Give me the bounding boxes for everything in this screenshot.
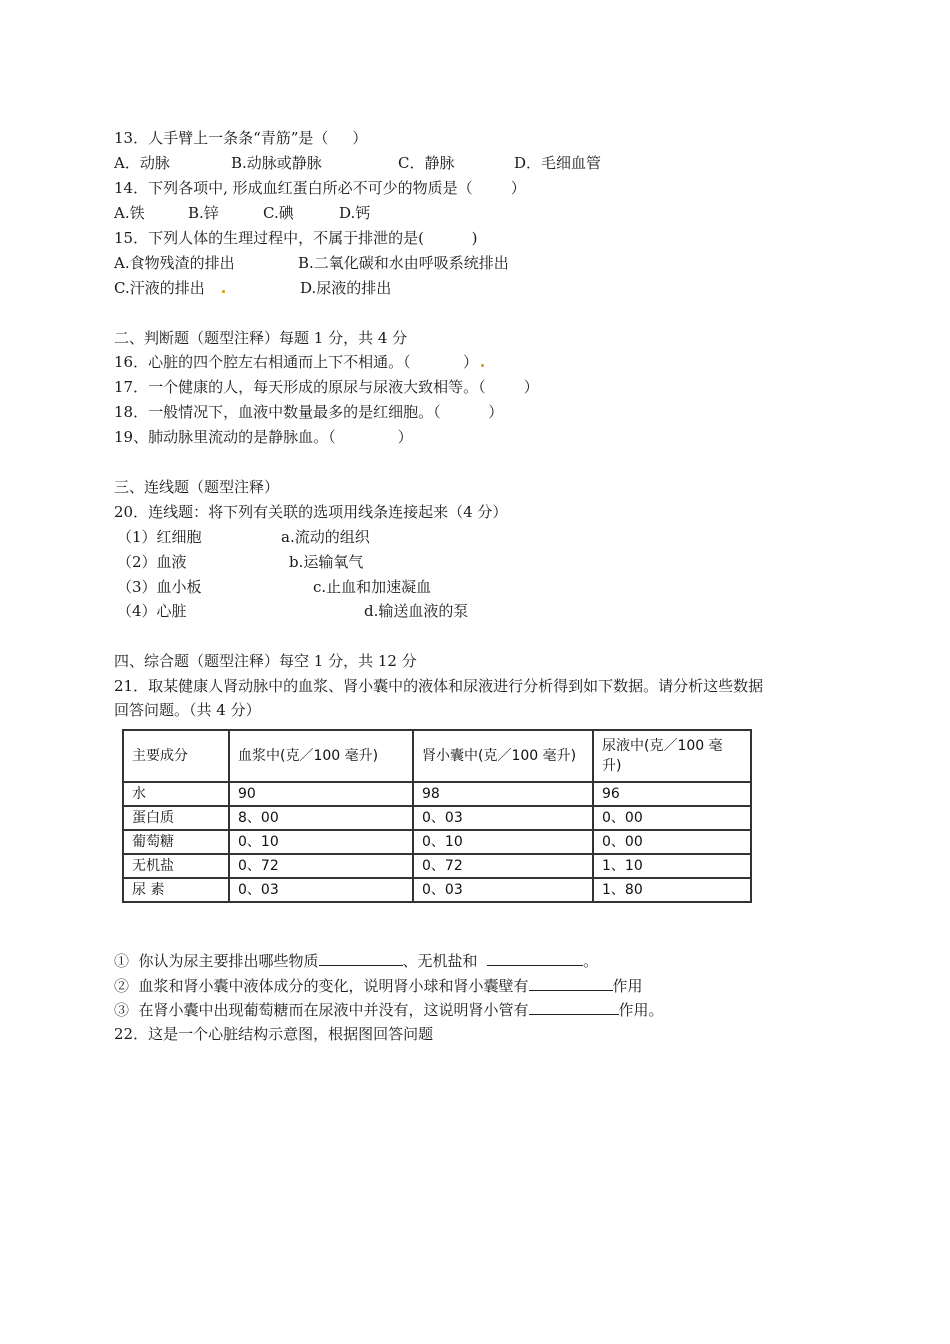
composition-table [122, 729, 752, 903]
q17: 17．一个健康的人，每天形成的原尿与尿液大致相等。（ ） [114, 378, 539, 396]
table-row [123, 830, 751, 854]
q21-sub3-text-a: ③ 在肾小囊中出现葡萄糖而在尿液中并没有，这说明肾小管有 [114, 1001, 529, 1019]
ink-speck [222, 290, 225, 293]
table-cell: 98 [413, 782, 593, 806]
q22-stem: 22．这是一个心脏结构示意图，根据图回答问题 [114, 1025, 434, 1043]
table-cell: 0、03 [229, 878, 413, 902]
table-row [123, 854, 751, 878]
table-header-cell: 血浆中(克／100 毫升) [229, 730, 413, 782]
table-cell: 1、80 [593, 878, 751, 902]
q15-stem: 15．下列人体的生理过程中，不属于排泄的是( ) [114, 229, 478, 247]
q21-sub1-text-c: 。 [583, 952, 599, 970]
table-cell: 0、10 [229, 830, 413, 854]
table-row [123, 878, 751, 902]
q13-option-d: D．毛细血管 [514, 154, 602, 172]
table-cell: 90 [229, 782, 413, 806]
table-cell: 葡萄糖 [123, 830, 229, 854]
table-cell: 0、10 [413, 830, 593, 854]
q13-option-c: C．静脉 [398, 154, 455, 172]
answer-blank[interactable] [529, 975, 613, 991]
q15-option-a: A.食物残渣的排出 [114, 254, 235, 272]
table-cell: 1、10 [593, 854, 751, 878]
q14-option-d: D.钙 [339, 204, 371, 222]
q21-sub3-text-b: 作用。 [618, 1001, 664, 1019]
q15-option-b: B.二氧化碳和水由呼吸系统排出 [298, 254, 509, 272]
q21-stem-line2: 回答问题。（共 4 分） [114, 701, 261, 719]
match-left-3: （3）血小板 [117, 578, 202, 596]
q18: 18．一般情况下，血液中数量最多的是红细胞。（ ） [114, 403, 504, 421]
q21-stem-line1: 21．取某健康人肾动脉中的血浆、肾小囊中的液体和尿液进行分析得到如下数据。请分析这些数据 [114, 677, 764, 695]
q15-option-d: D.尿液的排出 [300, 279, 392, 297]
q21-sub1 [114, 950, 598, 971]
q19: 19、肺动脉里流动的是静脉血。（ ） [114, 428, 413, 446]
section2-header: 二、判断题（题型注释）每题 1 分，共 4 分 [114, 329, 408, 347]
match-right-d: d.输送血液的泵 [364, 602, 469, 620]
q14-option-b: B.锌 [188, 204, 219, 222]
table-header-cell: 主要成分 [123, 730, 229, 782]
table-cell: 无机盐 [123, 854, 229, 878]
q21-sub3 [114, 999, 664, 1020]
q14-stem: 14．下列各项中, 形成血红蛋白所必不可少的物质是（ ） [114, 179, 526, 197]
table-cell: 蛋白质 [123, 806, 229, 830]
q13-stem: 13．人手臂上一条条“青筋”是（ ） [114, 129, 368, 147]
q21-sub2-text-a: ② 血浆和肾小囊中液体成分的变化，说明肾小球和肾小囊壁有 [114, 977, 529, 995]
match-right-b: b.运输氧气 [289, 553, 364, 571]
table-header-cell: 肾小囊中(克／100 毫升) [413, 730, 593, 782]
match-right-a: a.流动的组织 [281, 528, 370, 546]
q13-option-a: A．动脉 [114, 154, 170, 172]
q20-stem: 20．连线题：将下列有关联的选项用线条连接起来（4 分） [114, 503, 508, 521]
table-header-cell: 尿液中(克／100 毫升) [593, 730, 751, 782]
table-header-row [123, 730, 751, 782]
table-row [123, 782, 751, 806]
match-left-4: （4）心脏 [117, 602, 187, 620]
match-right-c: c.止血和加速凝血 [313, 578, 432, 596]
table-cell: 8、00 [229, 806, 413, 830]
answer-blank[interactable] [487, 950, 583, 966]
table-row [123, 806, 751, 830]
q21-sub1-text-a: ① 你认为尿主要排出哪些物质 [114, 952, 319, 970]
section3-header: 三、连线题（题型注释） [114, 478, 280, 496]
match-left-1: （1）红细胞 [117, 528, 202, 546]
table-cell: 0、72 [229, 854, 413, 878]
table-cell: 水 [123, 782, 229, 806]
table-cell: 0、72 [413, 854, 593, 878]
q14-option-a: A.铁 [114, 204, 145, 222]
q21-sub2 [114, 975, 643, 996]
match-left-2: （2）血液 [117, 553, 187, 571]
table-cell: 0、00 [593, 830, 751, 854]
table-cell: 0、03 [413, 878, 593, 902]
answer-blank[interactable] [319, 950, 403, 966]
q21-sub2-text-b: 作用 [612, 977, 643, 995]
q15-option-c: C.汗液的排出 [114, 279, 205, 297]
table-cell: 0、03 [413, 806, 593, 830]
q14-option-c: C.碘 [263, 204, 294, 222]
q21-sub1-text-b: 、无机盐和 [402, 952, 488, 970]
table-cell: 96 [593, 782, 751, 806]
section4-header: 四、综合题（题型注释）每空 1 分，共 12 分 [114, 652, 417, 670]
ink-speck [481, 364, 484, 367]
q16: 16．心脏的四个腔左右相通而上下不相通。（ ） [114, 353, 479, 371]
q13-option-b: B.动脉或静脉 [231, 154, 322, 172]
table-cell: 尿 素 [123, 878, 229, 902]
table-cell: 0、00 [593, 806, 751, 830]
answer-blank[interactable] [529, 999, 619, 1015]
